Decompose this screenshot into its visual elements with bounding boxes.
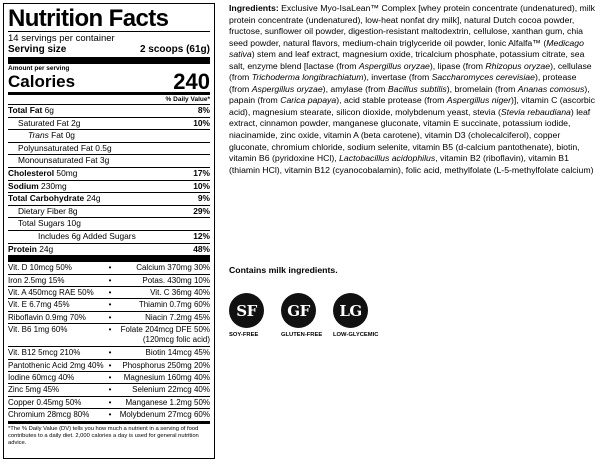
- ingredient-text: ) stem and leaf extract, magnesium oxide, tricalcium phosphate, potassium citrate, sea salt, enzyme blend [lactase (from: [229, 49, 585, 71]
- nutrient-name: [8, 105, 54, 117]
- nutrient-daily-value: 17%: [193, 167, 210, 178]
- vitamin-bullet: •: [108, 325, 112, 335]
- vitamin-left: Zinc 5mg 45%: [8, 385, 60, 395]
- ingredient-latin-name: Aspergillus niger: [446, 95, 512, 106]
- vitamin-row: [8, 383, 210, 395]
- vitamin-right-line: Selenium 22mcg 40%: [132, 385, 210, 395]
- nutrient-amount: 230mg: [41, 180, 67, 191]
- ingredient-text: ) leaf extract, cinnamon powder, manganese gluconate, vitamin E succinate, potassium iodide, niacinamide, zinc oxide, vitamin A (beta carotene), vitamin D3 (cholecalciferol), copper gluconate, chromium chloride, sodium selenite, vitamin B5 (d-calcium pantothenate), biotin, vitamin B6 (pyridoxine HCl),: [229, 106, 591, 164]
- vitamin-right: [114, 360, 210, 371]
- vitamin-right-line: Calcium 370mg 30%: [136, 263, 210, 273]
- vitamin-right-line: Folate 204mcg DFE 50%: [120, 325, 210, 335]
- ingredient-text: ), protease (from: [229, 72, 577, 94]
- vitamin-bullet: •: [108, 263, 112, 273]
- servings-per-container: 14 servings per container: [8, 33, 115, 44]
- nutrient-name: [8, 118, 80, 130]
- vitamin-right-line: Manganese 1.2mg 50%: [125, 397, 210, 407]
- vitamin-bullet: •: [108, 300, 112, 310]
- vitamin-mineral-list: [8, 261, 210, 420]
- lg-badge-icon: LG: [333, 293, 368, 328]
- amount-per-serving: Amount per serving: [8, 65, 70, 72]
- nutrient-amount: 6g: [44, 105, 54, 115]
- badge-caption: LOW-GLYCEMIC: [333, 332, 379, 338]
- nutrient-row: [8, 117, 210, 130]
- daily-value-header: % Daily Value*: [165, 96, 210, 103]
- nutrient-row: [8, 205, 210, 218]
- nutrient-amount: 2g: [71, 117, 81, 128]
- vitamin-row: [8, 298, 210, 310]
- ingredient-text: ), acid stable protease (from: [336, 95, 447, 106]
- nutrient-label: Total Carbohydrate: [8, 193, 85, 204]
- nutrient-list: [8, 104, 210, 261]
- daily-value-footnote: *The % Daily Value (DV) tells you how much a nutrient in a serving of food contributes to a daily diet. 2,000 calories a day is used for general nutrition advice.: [8, 421, 210, 447]
- nutrient-row: [8, 180, 210, 193]
- vitamin-right-note: (120mcg folic acid): [142, 335, 210, 345]
- nutrient-name: [8, 193, 100, 205]
- vitamin-right-line: Molybdenum 27mcg 60%: [119, 410, 210, 420]
- nutrient-name: [8, 155, 109, 167]
- ingredient-latin-name: Stevia rebaudiana: [500, 106, 571, 117]
- vitamin-left: Pantothenic Acid 2mg 40%: [8, 360, 104, 370]
- nutrition-facts-panel: [3, 3, 215, 459]
- badge-soy-free: [229, 293, 281, 338]
- ingredient-latin-name: Bacillus subtilis: [387, 83, 447, 94]
- nutrient-name: [8, 244, 53, 256]
- ingredient-text: , vitamin B2 (riboflavin), vitamin B1 (thiamin HCl), vitamin B12 (cyanocobalamin), folic acid, methylfolate (L-5-methylfolate calcium): [229, 153, 594, 175]
- nutrient-daily-value: 10%: [193, 117, 210, 128]
- nutrient-name: [8, 231, 136, 243]
- vitamin-row: [8, 311, 210, 323]
- vitamin-right-line: Vit. C 36mg 40%: [150, 287, 210, 297]
- vitamin-right: [114, 325, 210, 345]
- vitamin-right: [114, 312, 210, 323]
- badge-row: [229, 293, 385, 338]
- ingredient-text: ), cellulase (from: [229, 60, 592, 83]
- serving-size-label: Serving size: [8, 44, 67, 55]
- vitamin-right-line: Phosphorus 250mg 20%: [122, 360, 210, 370]
- ingredient-text: ), papain (from: [229, 83, 590, 106]
- nutrient-amount: 50mg: [56, 167, 78, 178]
- ingredient-latin-name: Trichoderma longibrachiatum: [251, 72, 364, 83]
- vitamin-left: Iron 2.5mg 15%: [8, 275, 65, 285]
- nutrient-amount: 10g: [66, 218, 81, 229]
- vitamin-left: Copper 0.45mg 50%: [8, 397, 82, 407]
- badge-gluten-free: [281, 293, 333, 338]
- nutrient-label: Monounsaturated Fat: [18, 155, 98, 166]
- nutrient-name: [8, 218, 81, 230]
- nutrient-row: [8, 230, 210, 243]
- nutrient-amount: 0.5g: [95, 142, 112, 153]
- vitamin-left: Iodine 60mcg 40%: [8, 372, 75, 382]
- ingredient-latin-name: Rhizopus oryzae: [485, 60, 551, 71]
- ingredients-heading: Ingredients:: [229, 3, 279, 13]
- nutrient-daily-value: 12%: [193, 230, 210, 241]
- nutrient-label: Total Fat: [8, 105, 43, 115]
- vitamin-bullet: •: [108, 372, 112, 382]
- nutrient-amount: 24g: [86, 193, 101, 204]
- nutrient-label: Dietary Fiber: [18, 205, 66, 216]
- ingredients-text: [229, 3, 597, 176]
- nutrient-amount: 8g: [68, 205, 78, 216]
- vitamin-row: [8, 371, 210, 383]
- vitamin-row: [8, 408, 210, 420]
- sf-badge-icon: SF: [229, 293, 264, 328]
- ingredient-latin-name: Medicago sativa: [229, 37, 584, 60]
- nutrient-row: [8, 243, 210, 262]
- vitamin-right: [114, 275, 210, 286]
- nutrient-label: Cholesterol: [8, 167, 55, 178]
- nutrient-name: [8, 206, 78, 218]
- nutrient-row: [8, 104, 210, 117]
- calories-value: 240: [173, 69, 210, 94]
- nutrient-row: [8, 129, 210, 142]
- vitamin-bullet: •: [108, 287, 112, 297]
- vitamin-row: [8, 261, 210, 273]
- vitamin-left: Chromium 28mcg 80%: [8, 410, 90, 420]
- nutrient-name-italic: Trans: [28, 130, 49, 141]
- vitamin-left: Vit. B12 5mcg 210%: [8, 348, 81, 358]
- nutrition-title: Nutrition Facts: [8, 5, 169, 32]
- nutrient-daily-value: 48%: [193, 243, 210, 254]
- ingredient-latin-name: Aspergillus oryzae: [358, 60, 430, 71]
- nutrient-row: [8, 154, 210, 167]
- ingredient-text: Exclusive Myo-IsaLean™ Complex [whey protein concentrate (undenatured), milk protein concentrate (undenatured), low-heat nonfat dry milk], natural Dutch cocoa powder, fructose, sunflower oil powder, digestion-resistant maltodextrin, cellulose, xanthan gum, chia seed powder, natural flavors, medium-chain triglyceride oil powder, Ionic Alfalfa™ (: [229, 3, 595, 48]
- nutrient-label: Saturated Fat: [18, 117, 69, 128]
- vitamin-left: Riboflavin 0.9mg 70%: [8, 312, 86, 322]
- vitamin-bullet: •: [108, 360, 112, 370]
- vitamin-row: [8, 286, 210, 298]
- vitamin-right-line: Magnesium 160mg 40%: [123, 372, 210, 382]
- serving-size-row: [8, 44, 210, 57]
- vitamin-row: [8, 323, 210, 346]
- vitamin-right: [114, 299, 210, 310]
- nutrient-name: [8, 181, 67, 193]
- nutrient-row: [8, 192, 210, 205]
- badge-low-glycemic: [333, 293, 385, 338]
- nutrient-amount: 3g: [99, 155, 110, 166]
- ingredient-text: ), lipase (from: [429, 60, 486, 71]
- nutrient-daily-value: 9%: [197, 193, 210, 204]
- ingredient-latin-name: Carica papaya: [280, 95, 337, 106]
- vitamin-right-line: Biotin 14mcg 45%: [145, 348, 210, 358]
- nutrient-daily-value: 29%: [193, 205, 210, 216]
- vitamin-bullet: •: [108, 397, 112, 407]
- vitamin-right: [114, 287, 210, 298]
- badge-caption: GLUTEN-FREE: [281, 332, 323, 338]
- gf-badge-icon: GF: [281, 293, 316, 328]
- vitamin-left: Vit. D 10mcg 50%: [8, 263, 72, 273]
- vitamin-bullet: •: [108, 385, 112, 395]
- vitamin-right: [114, 409, 210, 420]
- nutrient-amount: 0g: [65, 130, 75, 141]
- nutrient-name-rest: Fat: [48, 130, 64, 141]
- allergen-statement: Contains milk ingredients.: [229, 265, 338, 275]
- vitamin-right: [114, 384, 210, 395]
- nutrient-label: Protein: [8, 243, 37, 254]
- nutrient-label: Polyunsaturated Fat: [18, 142, 93, 153]
- vitamin-bullet: •: [108, 410, 112, 420]
- calories-label: Calories: [8, 72, 76, 91]
- nutrient-label: Sodium: [8, 180, 39, 191]
- nutrient-daily-value: 10%: [193, 180, 210, 191]
- ingredient-latin-name: Saccharomyces cerevisiae: [431, 72, 535, 83]
- calories-row: [8, 69, 210, 94]
- vitamin-left: Vit. E 6.7mg 45%: [8, 300, 70, 310]
- vitamin-right: [114, 397, 210, 408]
- nutrient-amount: 24g: [39, 243, 54, 254]
- nutrient-row: [8, 167, 210, 180]
- vitamin-right-line: Thiamin 0.7mg 60%: [138, 300, 210, 310]
- nutrient-label: Includes 6g Added Sugars: [38, 230, 136, 241]
- ingredient-latin-name: Ananas comosus: [517, 83, 585, 94]
- nutrient-row: [8, 142, 210, 155]
- nutrient-name: [8, 143, 112, 155]
- vitamin-right-line: Potas. 430mg 10%: [142, 275, 210, 285]
- vitamin-right: [114, 347, 210, 358]
- nutrient-daily-value: 8%: [197, 105, 210, 115]
- vitamin-right-line: Niacin 7.2mg 45%: [145, 312, 210, 322]
- vitamin-bullet: •: [108, 275, 112, 285]
- nutrient-name: [8, 130, 75, 142]
- vitamin-right: [114, 262, 210, 273]
- nutrient-name: [8, 168, 77, 180]
- vitamin-row: [8, 274, 210, 286]
- nutrient-label: Total Sugars: [18, 218, 65, 229]
- ingredient-text: ), amylase (from: [322, 83, 388, 94]
- vitamin-row: [8, 346, 210, 358]
- serving-size-value: 2 scoops (61g): [139, 44, 210, 55]
- badge-caption: SOY-FREE: [229, 332, 259, 338]
- vitamin-row: [8, 359, 210, 371]
- ingredient-text: )], vitamin C (ascorbic acid), magnesium stearate, silicon dioxide, molybdenum yeast, stevia (: [229, 95, 596, 117]
- vitamin-right: [114, 372, 210, 383]
- vitamin-bullet: •: [108, 312, 112, 322]
- nutrient-row: [8, 217, 210, 230]
- ingredient-text: ), invertase (from: [363, 72, 432, 83]
- ingredient-latin-name: Aspergillus oryzae: [251, 83, 323, 94]
- ingredient-text: ), bromelain (from: [446, 83, 518, 94]
- vitamin-bullet: •: [108, 348, 112, 358]
- vitamin-row: [8, 396, 210, 408]
- vitamin-left: Vit. B6 1mg 60%: [8, 325, 68, 335]
- ingredient-latin-name: Lactobacillus acidophilus: [339, 153, 436, 164]
- vitamin-left: Vit. A 450mcg RAE 50%: [8, 287, 94, 297]
